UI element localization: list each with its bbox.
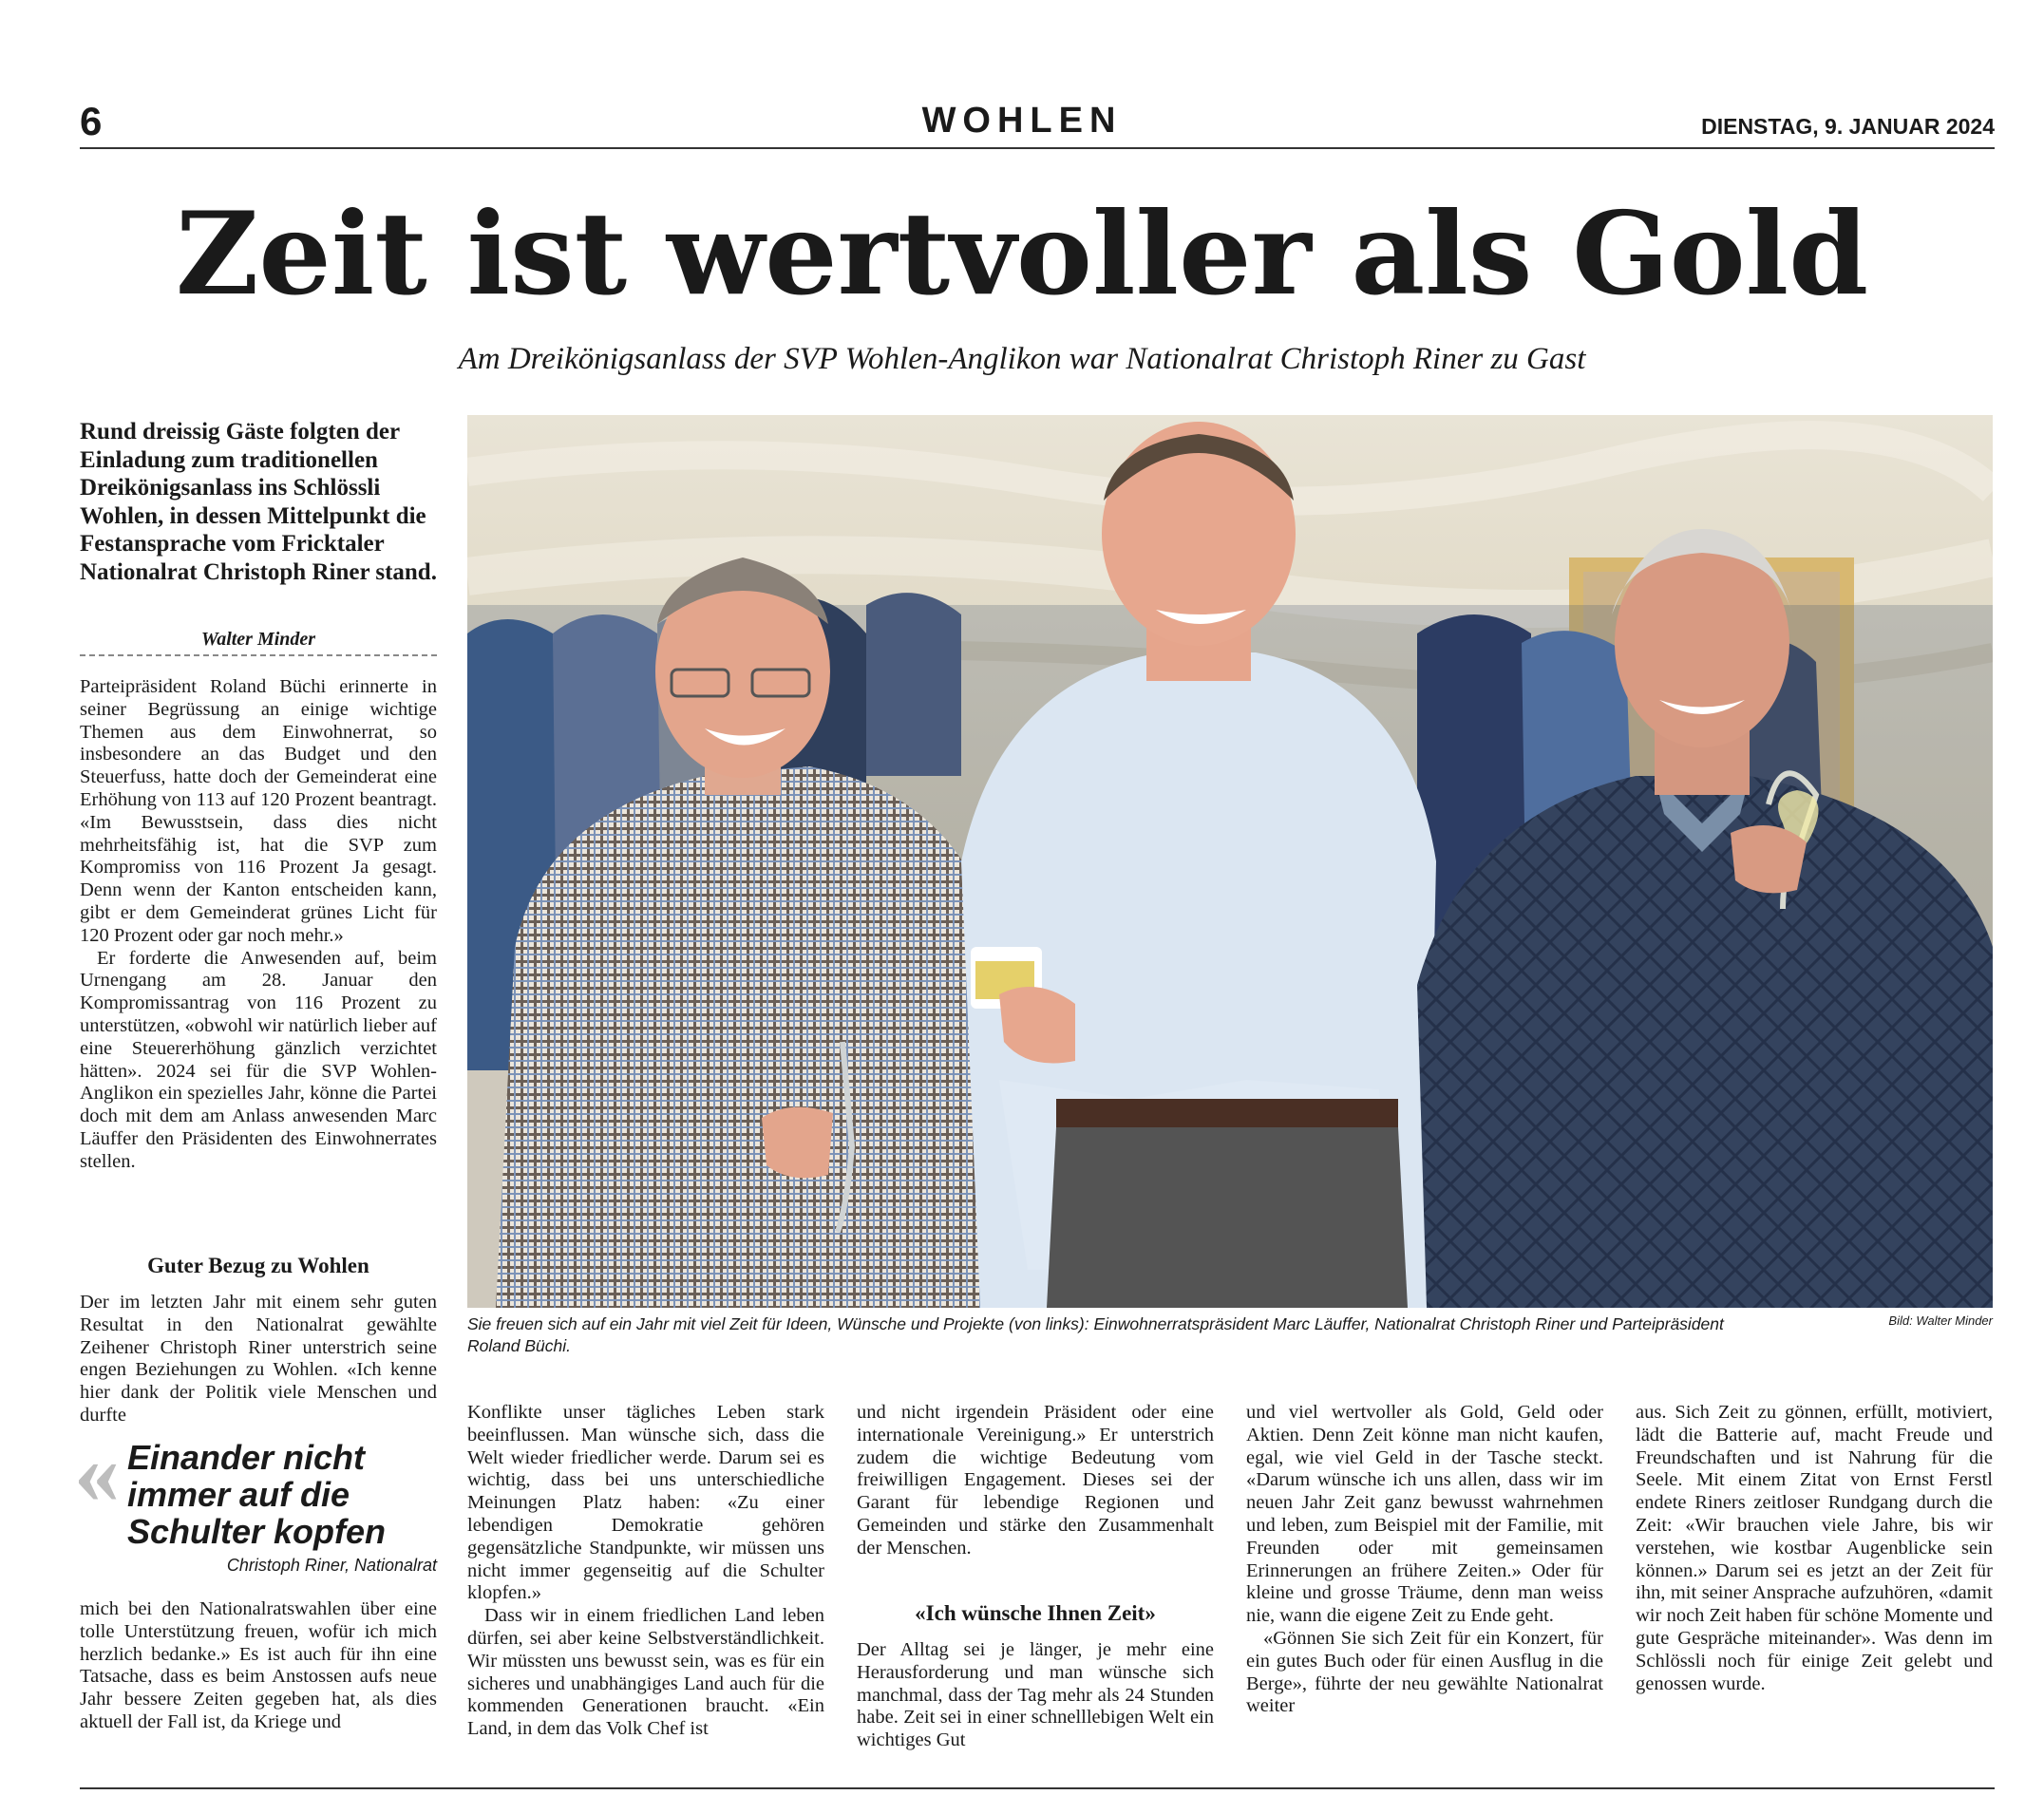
column-1-body [80,676,437,1174]
paragraph: aus. Sich Zeit zu gönnen, erfüllt, motiviert, lädt die Batterie auf, macht Freude und Freundschaften und ist Nahrung für die Seele. Mit einem Zitat von Ernst Ferstl endete Riners zeitloser Rundgang durch die Zeit: «Wir brauchen viele Jahre, bis wir verstehen, wie kostbar Augenblicke sein können.» Darum sei es jetzt an der Zeit für ihn, mit seiner Ansprache aufzuhören, «damit wir noch Zeit haben für schöne Momente und gute Gespräche miteinander». Was denn im Schlössli noch für einige Zeit gelebt und genossen wurde. [1636,1402,1993,1694]
subheading: Guter Bezug zu Wohlen [147,1254,369,1277]
subheading: «Ich wünsche Ihnen Zeit» [915,1601,1156,1625]
photo-caption: Sie freuen sich auf ein Jahr mit viel Zeit für Ideen, Wünsche und Projekte (von links): Einwohnerratspräsident Marc Läuffer, Nationalrat Christoph Riner und Parteipräsident Roland Büchi. [467,1314,1724,1355]
paragraph: Der im letzten Jahr mit einem sehr guten Resultat in den Nationalrat gewählte Zeihener Christoph Riner unterstrich seine engen Beziehungen zu Wohlen. «Ich kenne hier dank der Politik viele Menschen und durfte [80,1292,437,1426]
quote-mark-icon: « [74,1421,120,1522]
byline-divider [80,654,437,656]
pull-quote-source: Christoph Riner, Nationalrat [226,1556,437,1575]
column-5 [1636,1402,1993,1695]
paragraph: Konflikte unser tägliches Leben stark beeinflussen. Man wünsche sich, dass die Welt wieder friedlicher werde. Darum sei es wichtig, dass bei uns unterschiedliche Meinungen Platz haben: «Zu einer lebendigen Demokratie gehören gegensätzliche Standpunkte, wir müssen uns nicht immer gegenseitig auf die Schulter klopfen.» [467,1402,824,1604]
paragraph: Parteipräsident Roland Büchi erinnerte in seiner Begrüssung an einige wichtige Themen aus dem Einwohnerrat, so insbesondere an das Budget und den Steuerfuss, hatte doch der Gemeinderat eine Erhöhung von 113 auf 120 Prozent beantragt. «Im Bewusstsein, dass dies nicht mehrheitsfähig ist, hat die SVP zum Kompromiss von 116 Prozent Ja gesagt. Denn wenn der Kanton entscheiden kann, gibt er dem Gemeinderat grünes Licht für 120 Prozent oder gar noch mehr.» [80,676,437,946]
paragraph: und viel wertvoller als Gold, Geld oder Aktien. Denn Zeit könne man nicht kaufen, egal, wie viel Geld in der Tasche steckt. «Darum wünsche ich uns allen, dass wir im neuen Jahr Zeit ganz bewusst wahrnehmen und leben, zum Beispiel mit der Familie, mit Freunden oder mit gemeinsamen Erinnerungen an frühere Zeiten.» Oder für kleine und grosse Träume, denn man weiss nie, wann die eigene Zeit zu Ende geht. [1246,1402,1603,1627]
paragraph: Der Alltag sei je länger, je mehr eine Herausforderung und man wünsche sich manchmal, dass der Tag mehr als 24 Stunden habe. Zeit sei in einer schnelllebigen Welt ein wichtiges Gut [857,1639,1214,1751]
lead-paragraph: Rund dreissig Gäste folgten der Einladung zum traditionellen Dreikönigsanlass ins Schlössli Wohlen, in dessen Mittelpunkt die Festansprache vom Fricktaler Nationalrat Christoph Riner stand. [80,419,437,585]
pull-quote: Einander nicht immer auf die Schulter kopfen [127,1438,387,1551]
paragraph: Dass wir in einem friedlichen Land leben dürfen, sei aber keine Selbstverständlichkeit. Wir müssten uns bewusst sein, was es für ein sicheres und unabhängiges Land auch für die kommenden Generationen braucht. «Ein Land, in dem das Volk Chef ist [467,1605,824,1740]
photo-credit: Bild: Walter Minder [1888,1313,1993,1328]
column-4 [1246,1402,1603,1718]
author-byline: Walter Minder [200,629,316,650]
footer-rule [80,1787,1995,1789]
column-3 [857,1402,1214,1560]
paragraph: mich bei den Nationalratswahlen über eine tolle Unterstützung freuen, wofür ich mich herzlich bedanke.» Es ist auch für ihn eine Tatsache, dass es beim Anstossen aufs neue Jahr bessere Zeiten gegeben hat, als dies aktuell der Fall ist, da Kriege und [80,1598,437,1732]
column-3-continued [857,1639,1214,1752]
issue-date: DIENSTAG, 9. JANUAR 2024 [1701,114,1995,139]
page-number: 6 [80,99,103,143]
section-title: WOHLEN [921,101,1123,141]
column-1-bottom [80,1598,437,1734]
paragraph: Er forderte die Anwesenden auf, beim Urnengang am 28. Januar den Kompromissantrag von 116 Prozent zu unterstützen, «obwohl wir natürlich lieber auf eine Steuererhöhung gänzlich verzichtet hätten». 2024 sei für die SVP Wohlen-Anglikon ein spezielles Jahr, könne die Partei doch mit dem am Anlass anwesenden Marc Läuffer den Präsidenten des Einwohnerrates stellen. [80,947,437,1172]
column-2 [467,1402,824,1741]
column-1-continued [80,1292,437,1427]
headline: Zeit ist wertvoller als Gold [175,187,1869,321]
paragraph: «Gönnen Sie sich Zeit für ein Konzert, für ein gutes Buch oder für einen Ausflug in die Berge», führte der neu gewählte Nationalrat weiter [1246,1627,1603,1717]
header-rule [80,147,1995,149]
article-photo [467,415,1993,1308]
paragraph: und nicht irgendein Präsident oder eine internationale Vereinigung.» Er unterstrich zudem die wichtige Bedeutung vom freiwilligen Engagement. Dieses sei der Garant für lebendige Regionen und Gemeinden und stärke den Zusammenhalt der Menschen. [857,1402,1214,1559]
subheadline: Am Dreikönigsanlass der SVP Wohlen-Anglikon war Nationalrat Christoph Riner zu Gast [458,342,1586,376]
